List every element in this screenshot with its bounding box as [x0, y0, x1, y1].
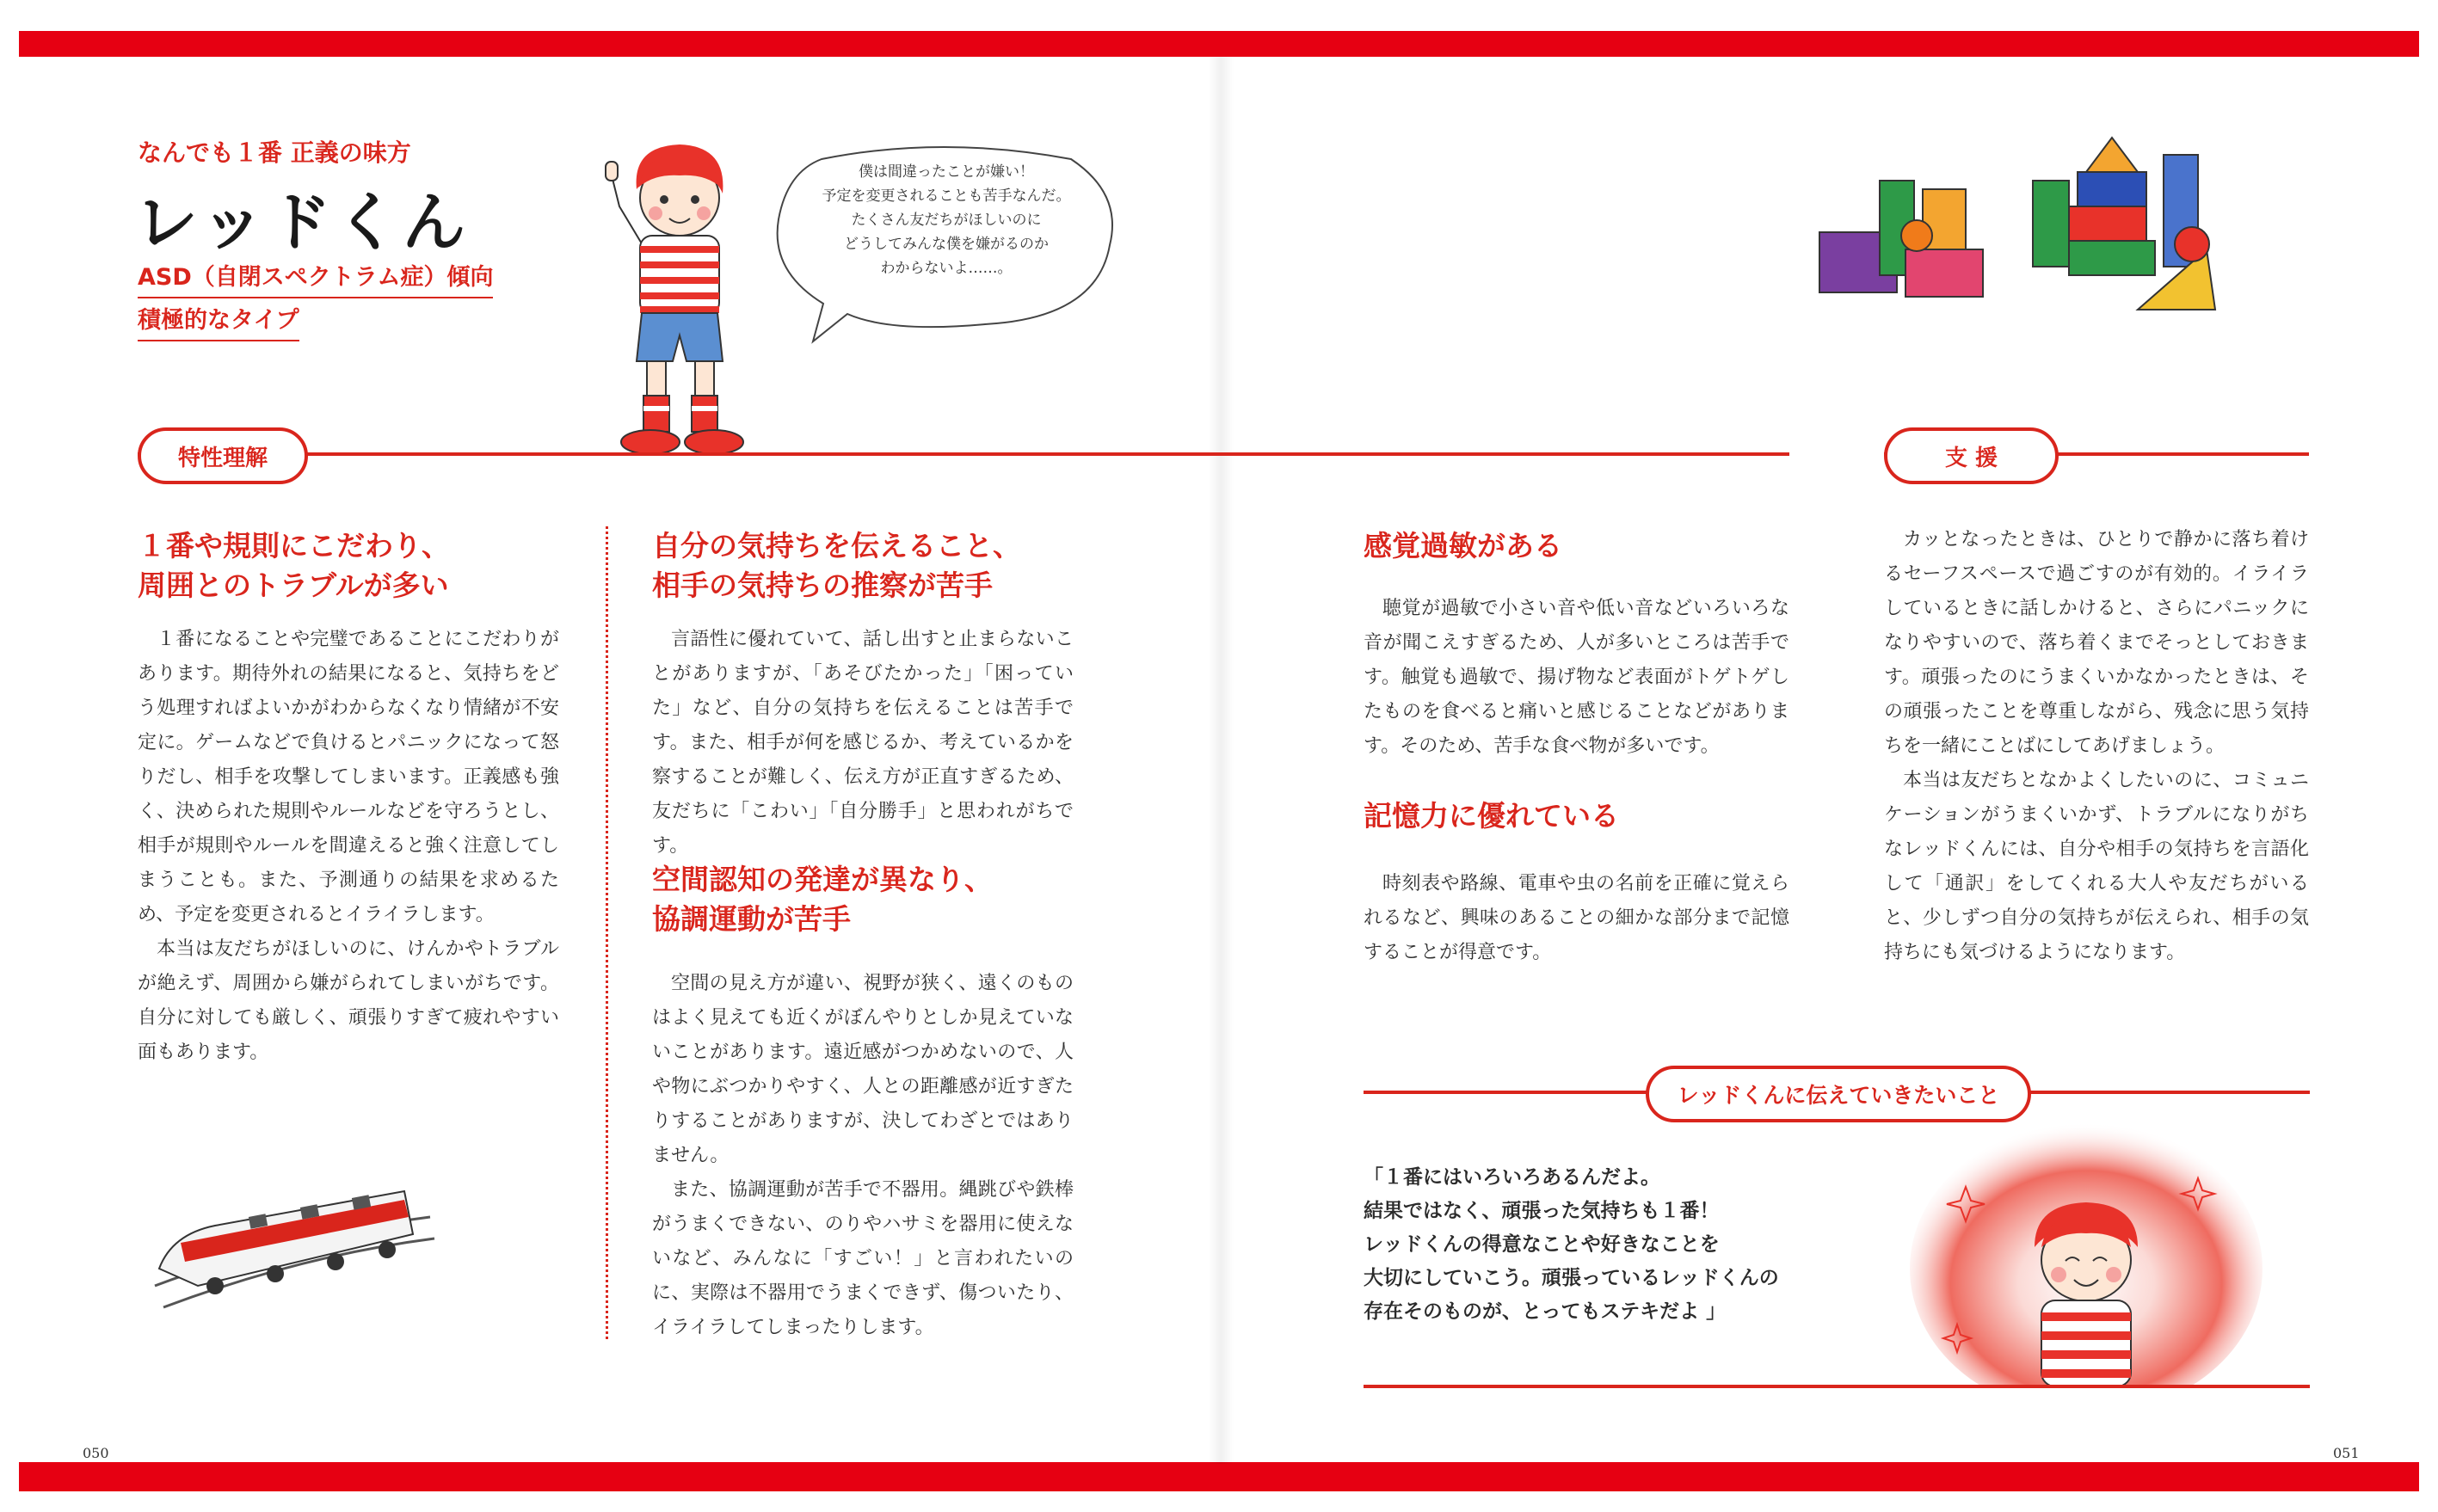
col1-body [138, 623, 559, 1070]
bubble-line: 僕は間違ったことが嫌い！ [859, 163, 1034, 181]
paragraph: 空間の見え方が違い、視野が狭く、遠くのものはよく見えても近くがぼんやりとしか見えていないことがあります。遠近感がつかめないので、人や物にぶつかりやすく、人との距離感が近すぎたりすることがありますが、決してわざとではありません。 [652, 973, 1074, 1166]
quote-line: 存在そのものが、とってもステキだよ 」 [1364, 1300, 1727, 1323]
page-title: レッドくん [134, 186, 470, 260]
heading-line: １番や規則にこだわり、 [138, 529, 450, 562]
page-spine [1208, 57, 1234, 1464]
heading-line: 協調運動が苦手 [652, 902, 851, 936]
col2-body1 [652, 623, 1074, 864]
heading-line: 周囲とのトラブルが多い [138, 569, 449, 602]
support-label: 支 援 [1884, 427, 2059, 484]
type-tag: 積極的なタイプ [138, 301, 299, 341]
quote-line: 結果ではなく、頑張った気持ちも１番！ [1364, 1200, 1720, 1222]
top-red-bar [19, 31, 2419, 57]
quote-line: レッドくんの得意なことや好きなことを [1364, 1233, 1720, 1256]
col1-heading [138, 526, 542, 605]
smiling-boy-illustration [1905, 1118, 2267, 1386]
bubble-line: わからないよ……。 [880, 260, 1013, 277]
paragraph: また、協調運動が苦手で不器用。縄跳びや鉄棒がうまくできない、のりやハサミを器用に使えないなど、みんなに「すごい！」と言われたいのに、実際は不器用でうまくできず、傷ついたり、イライラしてしまったりします。 [652, 1179, 1074, 1338]
col3-body2 [1364, 867, 1789, 970]
heading-line: 自分の気持ちを伝えること、 [652, 529, 1021, 562]
paragraph: 時刻表や路線、電車や虫の名前を正確に覚えられるなど、興味のあることの細かな部分まで記憶することが得意です。 [1364, 873, 1789, 963]
quote-line: 大切にしていこう。頑張っているレッドくんの [1364, 1267, 1779, 1289]
message-quote [1364, 1161, 1897, 1329]
paragraph: カッとなったときは、ひとりで静かに落ち着けるセーフスペースで過ごすのが有効的。イライラしているときに話しかけると、さらにパニックになりやすいので、落ち着くまでそっとしておきます。頑張ったのにうまくいかなかったときは、その頑張ったことを尊重しながら、残念に思う気持ちを一緒にことばにしてあげましょう。 [1884, 529, 2309, 757]
col3-body1 [1364, 592, 1789, 764]
col3-heading2: 記憶力に優れている [1364, 799, 1619, 833]
heading-line: 空間認知の発達が異なり、 [652, 863, 993, 896]
page-subtitle: なんでも１番 正義の味方 [138, 138, 411, 167]
page-number-right: 051 [2333, 1445, 2360, 1461]
col4-body [1884, 523, 2309, 970]
paragraph: １番になることや完璧であることにこだわりがあります。期待外れの結果になると、気持ちをどう処理すればよいかがわからなくなり情緒が不安定に。ゲームなどで負けるとパニックになって怒りだし、相手を攻撃してしまいます。正義感も強く、決められた規則やルールなどを守ろうとし、相手が規則やルールを間違えると強く注意してしまうことも。また、予測通りの結果を求めるため、予定を変更されるとイライラします。 [138, 629, 559, 925]
page-number-left: 050 [83, 1445, 109, 1461]
bottom-red-bar [19, 1462, 2419, 1491]
train-illustration [146, 1157, 439, 1329]
column-divider [606, 526, 608, 1339]
red-boy-illustration [585, 129, 766, 469]
toy-blocks-illustration [1811, 129, 2310, 335]
col2-body2 [652, 967, 1074, 1345]
paragraph: 言語性に優れていて、話し出すと止まらないことがありますが、「あそびたかった」「困っていた」など、自分の気持ちを伝えることは苦手です。また、相手が何を感じるか、考えているかを察することが難しく、伝え方が正直すぎるため、友だちに「こわい」「自分勝手」と思われがちです。 [652, 629, 1074, 857]
bubble-line: 予定を変更されることも苦手なんだ。 [822, 187, 1071, 205]
speech-bubble-text [796, 160, 1097, 280]
message-label: レッドくんに伝えていきたいこと [1646, 1066, 2031, 1122]
traits-rule [138, 452, 1789, 456]
paragraph: 聴覚が過敏で小さい音や低い音などいろいろな音が聞こえすぎるため、人が多いところは苦手です。触覚も過敏で、揚げ物など表面がトゲトゲしたものを食べると痛いと感じることなどがあります。そのため、苦手な食べ物が多いです。 [1364, 598, 1789, 757]
paragraph: 本当は友だちとなかよくしたいのに、コミュニケーションがうまくいかず、トラブルになりがちなレッドくんには、自分や相手の気持ちを言語化して「通訳」をしてくれる大人や友だちがいると、少しずつ自分の気持ちが伝えられ、相手の気持ちにも気づけるようになります。 [1884, 770, 2309, 963]
traits-label: 特性理解 [138, 427, 308, 484]
col2-heading2 [652, 860, 1134, 939]
message-rule-bottom [1364, 1385, 2310, 1388]
heading-line: 相手の気持ちの推察が苦手 [652, 569, 993, 602]
paragraph: 本当は友だちがほしいのに、けんかやトラブルが絶えず、周囲から嫌がられてしまいがちです。自分に対しても厳しく、頑張りすぎて疲れやすい面もあります。 [138, 938, 559, 1063]
bubble-line: たくさん友だちがほしいのに [851, 212, 1042, 229]
quote-line: 「１番にはいろいろあるんだよ。 [1364, 1166, 1660, 1189]
col3-heading1: 感覚過敏がある [1364, 529, 1562, 562]
diagnosis-tag: ASD（自閉スペクトラム症）傾向 [138, 258, 493, 298]
col2-heading1 [652, 526, 1134, 605]
bubble-line: どうしてみんな僕を嫌がるのか [844, 236, 1049, 253]
